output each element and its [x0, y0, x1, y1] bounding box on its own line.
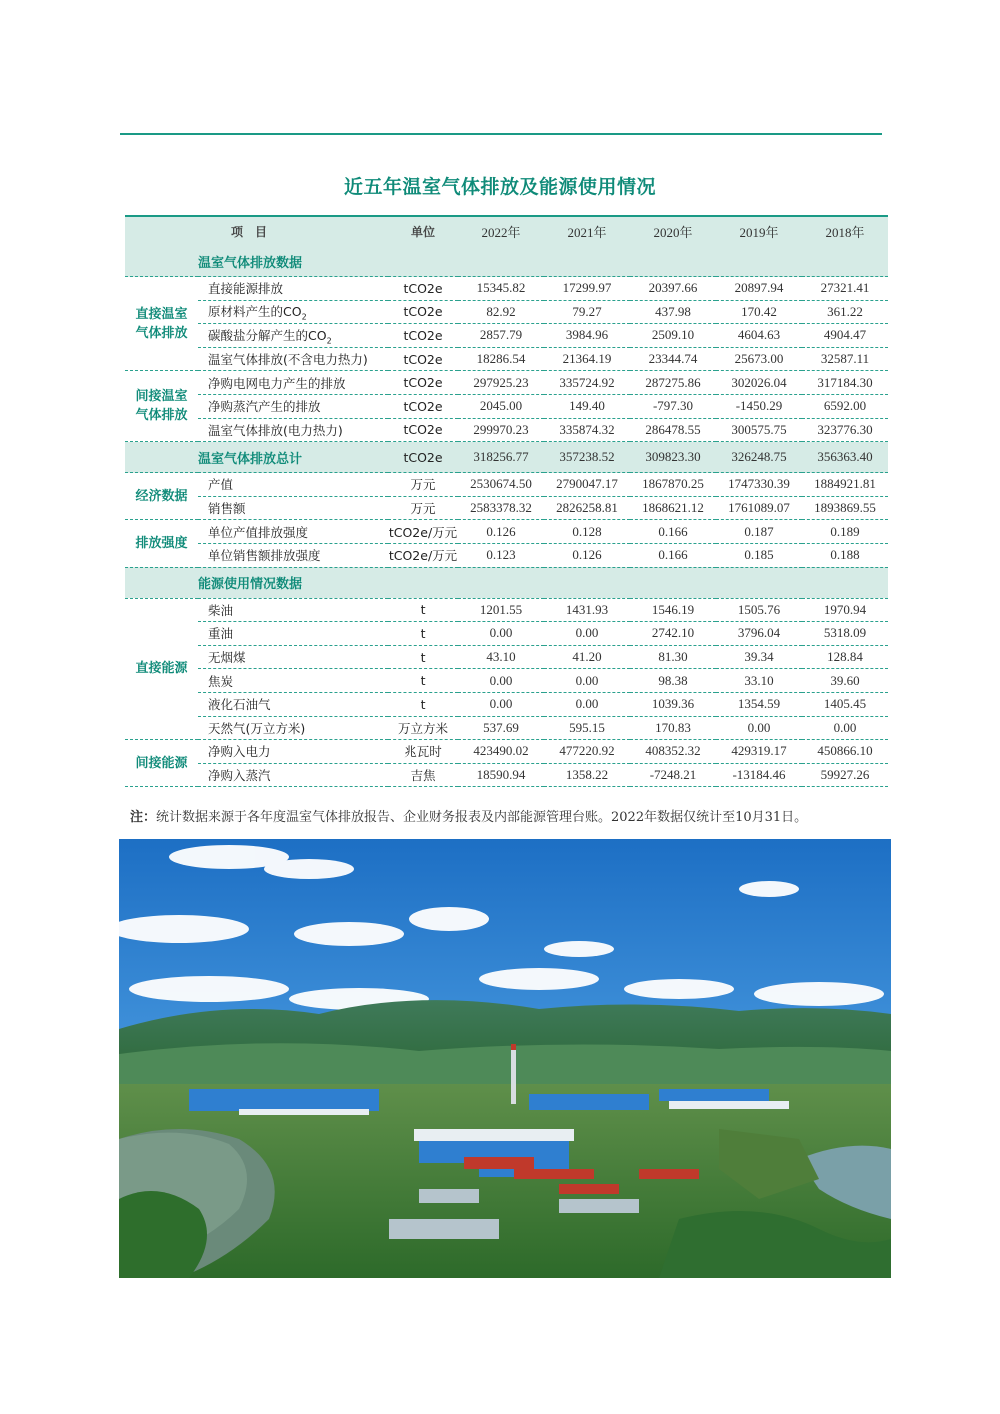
table-cell-value: 335724.92 [544, 371, 630, 395]
table-cell-value: 477220.92 [544, 740, 630, 764]
row-label [198, 473, 388, 497]
page-title: 近五年温室气体排放及能源使用情况 [343, 176, 656, 198]
table-cell-value: 1039.36 [630, 692, 716, 716]
table-cell-value: 429319.17 [716, 740, 802, 764]
row-unit: t [388, 645, 458, 669]
row-label-text: 净购电网电力产生的排放 [208, 375, 346, 391]
table-row [125, 669, 888, 693]
row-unit: tCO2e [388, 277, 458, 301]
table-cell-value: 437.98 [630, 300, 716, 324]
category-label [125, 371, 198, 442]
table-cell-value: 309823.30 [630, 442, 716, 473]
header-year: 2018年 [825, 225, 865, 240]
table-row [125, 692, 888, 716]
table-cell-value: -13184.46 [716, 763, 802, 787]
category-line: 经济数据 [135, 488, 188, 504]
table-cell-value: 1970.94 [802, 598, 888, 622]
header-year: 2020年 [653, 225, 693, 240]
table-cell-value: 18590.94 [458, 763, 544, 787]
row-label-text: 净购入蒸汽 [208, 767, 271, 783]
table-cell-value: 1505.76 [716, 598, 802, 622]
footnote [130, 806, 807, 825]
table-cell-value: 0.189 [802, 520, 888, 544]
header-year: 2021年 [567, 225, 607, 240]
row-label [198, 520, 388, 544]
table-cell-value: -1450.29 [716, 394, 802, 418]
table-row [125, 418, 888, 442]
table-cell-value: 595.15 [544, 716, 630, 740]
table-cell-value: 356363.40 [802, 442, 888, 473]
table-cell-value: 0.00 [458, 622, 544, 646]
table-cell-value: 1867870.25 [630, 473, 716, 497]
table-cell-value: 0.185 [716, 543, 802, 567]
table-cell-value: 32587.11 [802, 347, 888, 371]
category-line: 排放强度 [135, 535, 188, 551]
section-spacer [125, 567, 198, 598]
table-cell-value: 4604.63 [716, 324, 802, 348]
row-unit: tCO2e [388, 418, 458, 442]
row-unit: tCO2e [388, 394, 458, 418]
category-label [125, 740, 198, 787]
table-cell-value: 98.38 [630, 669, 716, 693]
row-unit: tCO2e [388, 300, 458, 324]
table-cell-value: 4904.47 [802, 324, 888, 348]
row-label-text: 原材料产生的CO [208, 304, 302, 320]
table-cell-value: 2742.10 [630, 622, 716, 646]
table-cell-value: 27321.41 [802, 277, 888, 301]
row-unit: tCO2e [388, 324, 458, 348]
row-label [198, 543, 388, 567]
row-unit: tCO2e/万元 [388, 543, 458, 567]
table-cell-value: 3984.96 [544, 324, 630, 348]
table-cell-value: 2790047.17 [544, 473, 630, 497]
category-label [125, 520, 198, 567]
table-cell-value: 1761089.07 [716, 496, 802, 520]
table-cell-value: 299970.23 [458, 418, 544, 442]
table-cell-value: 5318.09 [802, 622, 888, 646]
row-label [198, 394, 388, 418]
row-label-text: 净购蒸汽产生的排放 [208, 399, 321, 415]
table-cell-value: 2509.10 [630, 324, 716, 348]
table-cell-value: 170.83 [630, 716, 716, 740]
table-cell-value: 323776.30 [802, 418, 888, 442]
table-row [125, 371, 888, 395]
category-line: 直接温室 [135, 306, 188, 322]
table-cell-value: 423490.02 [458, 740, 544, 764]
row-unit: 万元 [388, 473, 458, 497]
table-row [125, 598, 888, 622]
row-label [198, 692, 388, 716]
table-cell-value: 450866.10 [802, 740, 888, 764]
table-cell-value: 0.188 [802, 543, 888, 567]
row-label-text: 液化石油气 [208, 697, 271, 713]
table-cell-value: 15345.82 [458, 277, 544, 301]
section-spacer [125, 246, 198, 277]
table-cell-value: 0.166 [630, 543, 716, 567]
table-cell-value: 128.84 [802, 645, 888, 669]
table-cell-value: 33.10 [716, 669, 802, 693]
row-label-text: 碳酸盐分解产生的CO [208, 327, 327, 343]
row-label-subscript: 2 [301, 312, 307, 322]
row-label-text: 焦炭 [208, 673, 234, 689]
category-line: 直接能源 [135, 661, 188, 677]
table-cell-value: 318256.77 [458, 442, 544, 473]
row-unit: tCO2e [388, 371, 458, 395]
table-row [125, 543, 888, 567]
table-row [125, 324, 888, 348]
table-cell-value: 0.00 [458, 692, 544, 716]
category-line: 间接能源 [135, 755, 188, 771]
header-year: 2022年 [481, 225, 521, 240]
table-cell-value: 1431.93 [544, 598, 630, 622]
category-line: 气体排放 [135, 325, 188, 341]
table-cell-value: 39.34 [716, 645, 802, 669]
table-row [125, 394, 888, 418]
footnote-prefix: 注： [130, 810, 157, 825]
table-cell-value: 1884921.81 [802, 473, 888, 497]
section-label: 温室气体排放数据 [198, 246, 888, 277]
row-label-text: 温室气体排放(电力热力) [208, 422, 343, 438]
table-cell-value: 0.128 [544, 520, 630, 544]
table-cell-value: 21364.19 [544, 347, 630, 371]
table-cell-value: 3796.04 [716, 622, 802, 646]
row-unit: 吉焦 [388, 763, 458, 787]
table-row [125, 740, 888, 764]
table-cell-value: 286478.55 [630, 418, 716, 442]
table-cell-value: 326248.75 [716, 442, 802, 473]
row-label-text: 无烟煤 [208, 650, 246, 666]
table-cell-value: 335874.32 [544, 418, 630, 442]
section-ghg-total [125, 442, 888, 473]
table-cell-value: 149.40 [544, 394, 630, 418]
table-cell-value: 2826258.81 [544, 496, 630, 520]
table-cell-value: -7248.21 [630, 763, 716, 787]
section-spacer [125, 442, 198, 473]
table-cell-value: 1893869.55 [802, 496, 888, 520]
row-label [198, 716, 388, 740]
table-body [125, 246, 888, 787]
row-unit: 兆瓦时 [388, 740, 458, 764]
table-cell-value: 20897.94 [716, 277, 802, 301]
row-label-text: 温室气体排放(不含电力热力) [208, 352, 368, 368]
row-label [198, 300, 388, 324]
table-cell-value: 81.30 [630, 645, 716, 669]
footnote-text: 统计数据来源于各年度温室气体排放报告、企业财务报表及内部能源管理台账。2022年数据仅统计至10月31日。 [156, 810, 808, 825]
table-cell-value: 537.69 [458, 716, 544, 740]
category-line: 间接温室 [135, 389, 188, 405]
table-cell-value: 39.60 [802, 669, 888, 693]
row-unit: t [388, 692, 458, 716]
emissions-table [125, 215, 888, 787]
category-label [125, 277, 198, 371]
row-label-text: 单位产值排放强度 [208, 524, 309, 540]
table-cell-value: 2530674.50 [458, 473, 544, 497]
table-header-row [125, 216, 888, 246]
table-cell-value: 1358.22 [544, 763, 630, 787]
table-row [125, 300, 888, 324]
table-row [125, 473, 888, 497]
table-cell-value: 17299.97 [544, 277, 630, 301]
table-cell-value: 2045.00 [458, 394, 544, 418]
table-cell-value: 82.92 [458, 300, 544, 324]
row-label [198, 418, 388, 442]
row-label-text: 产值 [208, 477, 234, 493]
table-cell-value: 0.00 [716, 716, 802, 740]
table-cell-value: 59927.26 [802, 763, 888, 787]
aerial-photo-illustration [119, 839, 891, 1278]
row-unit: 万立方米 [388, 716, 458, 740]
table-cell-value: 297925.23 [458, 371, 544, 395]
table-cell-value: 0.166 [630, 520, 716, 544]
table-row [125, 496, 888, 520]
row-unit: t [388, 598, 458, 622]
table-cell-value: 1405.45 [802, 692, 888, 716]
table-row [125, 277, 888, 301]
category-line: 气体排放 [135, 408, 188, 424]
table-cell-value: 361.22 [802, 300, 888, 324]
table-cell-value: 25673.00 [716, 347, 802, 371]
table-row [125, 622, 888, 646]
table-cell-value: 357238.52 [544, 442, 630, 473]
table-cell-value: 0.187 [716, 520, 802, 544]
table-cell-value: 20397.66 [630, 277, 716, 301]
industrial-park-aerial-photo [119, 839, 891, 1278]
table-cell-value: 2583378.32 [458, 496, 544, 520]
table-cell-value: -797.30 [630, 394, 716, 418]
row-label [198, 324, 388, 348]
row-label-text: 直接能源排放 [208, 281, 284, 297]
header-unit: 单位 [411, 225, 436, 239]
table-row [125, 763, 888, 787]
table-cell-value: 317184.30 [802, 371, 888, 395]
row-label-text: 单位销售额排放强度 [208, 548, 321, 564]
table-cell-value: 43.10 [458, 645, 544, 669]
category-label [125, 473, 198, 520]
row-unit: tCO2e/万元 [388, 520, 458, 544]
table-cell-value: 79.27 [544, 300, 630, 324]
table-cell-value: 170.42 [716, 300, 802, 324]
row-label [198, 763, 388, 787]
row-label-subscript: 2 [326, 336, 332, 346]
table-cell-value: 1354.59 [716, 692, 802, 716]
table-cell-value: 23344.74 [630, 347, 716, 371]
table-cell-value: 0.126 [544, 543, 630, 567]
table-cell-value: 18286.54 [458, 347, 544, 371]
row-label [198, 645, 388, 669]
row-label [198, 598, 388, 622]
table-cell-value: 0.123 [458, 543, 544, 567]
table-cell-value: 287275.86 [630, 371, 716, 395]
table-cell-value: 1546.19 [630, 598, 716, 622]
row-label-text: 天然气(万立方米) [208, 720, 306, 736]
row-unit: t [388, 622, 458, 646]
row-label [198, 371, 388, 395]
table-cell-value: 302026.04 [716, 371, 802, 395]
table-cell-value: 0.00 [544, 669, 630, 693]
table-cell-value: 2857.79 [458, 324, 544, 348]
row-label [198, 277, 388, 301]
table-cell-value: 0.126 [458, 520, 544, 544]
table-cell-value: 1868621.12 [630, 496, 716, 520]
section-label: 能源使用情况数据 [198, 567, 888, 598]
category-label [125, 598, 198, 740]
header-year: 2019年 [739, 225, 779, 240]
row-label [198, 496, 388, 520]
table-cell-value: 408352.32 [630, 740, 716, 764]
section-unit: tCO2e [388, 442, 458, 473]
row-label-text: 销售额 [208, 501, 246, 517]
table-row [125, 347, 888, 371]
emissions-table-wrapper [125, 215, 888, 787]
row-unit: 万元 [388, 496, 458, 520]
row-label-text: 重油 [208, 626, 234, 642]
row-label [198, 347, 388, 371]
table-row [125, 645, 888, 669]
table-row [125, 716, 888, 740]
table-cell-value: 6592.00 [802, 394, 888, 418]
table-cell-value: 1747330.39 [716, 473, 802, 497]
table-cell-value: 1201.55 [458, 598, 544, 622]
section-label: 温室气体排放总计 [198, 442, 388, 473]
section-energy-data [125, 567, 888, 598]
table-cell-value: 0.00 [544, 692, 630, 716]
row-label [198, 669, 388, 693]
row-label [198, 740, 388, 764]
row-label [198, 622, 388, 646]
table-cell-value: 0.00 [544, 622, 630, 646]
row-label-text: 净购入电力 [208, 744, 271, 760]
table-row [125, 520, 888, 544]
row-label-text: 柴油 [208, 602, 234, 618]
table-cell-value: 300575.75 [716, 418, 802, 442]
row-unit: tCO2e [388, 347, 458, 371]
section-ghg-data [125, 246, 888, 277]
row-unit: t [388, 669, 458, 693]
header-item: 项 目 [231, 225, 268, 239]
table-cell-value: 0.00 [802, 716, 888, 740]
table-cell-value: 41.20 [544, 645, 630, 669]
top-rule [120, 133, 882, 135]
table-cell-value: 0.00 [458, 669, 544, 693]
